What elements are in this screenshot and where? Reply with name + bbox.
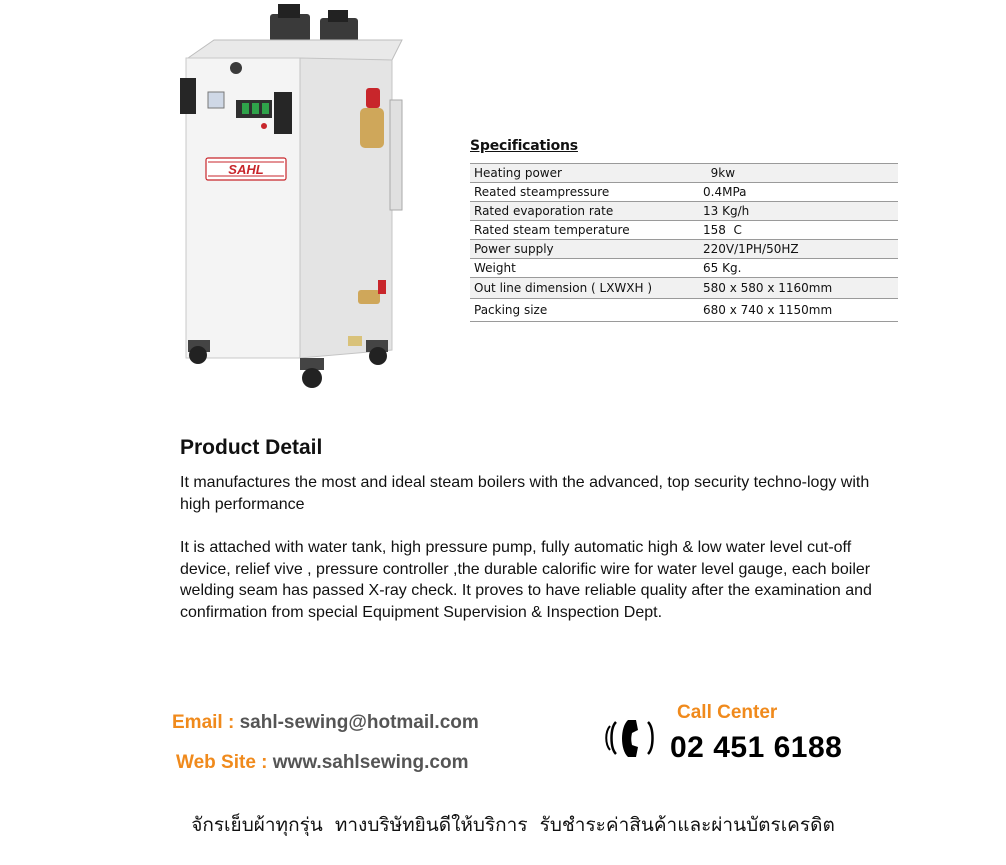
spec-row bbox=[470, 259, 898, 278]
spec-label: Packing size bbox=[470, 299, 699, 322]
specifications-title: Specifications bbox=[470, 138, 578, 154]
spec-label: Heating power bbox=[470, 164, 699, 183]
specifications-section bbox=[470, 138, 900, 322]
spec-value: 580 x 580 x 1160mm bbox=[699, 278, 898, 299]
spec-row bbox=[470, 221, 898, 240]
phone-number[interactable]: 02 451 6188 bbox=[670, 731, 843, 764]
steam-boiler-image bbox=[170, 0, 420, 400]
footer-thai-text bbox=[0, 810, 1006, 840]
spec-value: 158 C bbox=[699, 221, 898, 240]
email-label: Email : bbox=[172, 712, 240, 733]
product-detail-paragraph-2: It is attached with water tank, high pressure pump, fully automatic high & low water level cut-off device, relief vive , pressure controller ,the durable calorific wire for water level gauge, each boiler welding seam has passed X-ray check. It proves to have reliable quality after the examination and confirmation from special Equipment Supervision & Inspection Dept. bbox=[180, 539, 872, 621]
email-link[interactable]: sahl-sewing@hotmail.com bbox=[239, 712, 479, 733]
spec-label: Reated steampressure bbox=[470, 183, 699, 202]
spec-value: 9kw bbox=[699, 164, 898, 183]
spec-value: 220V/1PH/50HZ bbox=[699, 240, 898, 259]
spec-row bbox=[470, 164, 898, 183]
spec-label: Rated steam temperature bbox=[470, 221, 699, 240]
email-line bbox=[172, 712, 479, 734]
spec-row bbox=[470, 240, 898, 259]
call-center-label: Call Center bbox=[677, 702, 778, 723]
spec-value: 13 Kg/h bbox=[699, 202, 898, 221]
website-line bbox=[176, 752, 468, 774]
footer-thai-line: จักรเย็บผ้าทุกรุ่น ทางบริษัทยินดีให้บริการ รับชำระค่าสินค้าและผ่านบัตรเครดิต bbox=[191, 814, 835, 836]
spec-value: 0.4MPa bbox=[699, 183, 898, 202]
spec-row bbox=[470, 202, 898, 221]
product-detail-paragraph-1: It manufactures the most and ideal steam boilers with the advanced, top security techno-logy with high performance bbox=[180, 474, 870, 513]
spec-label: Rated evaporation rate bbox=[470, 202, 699, 221]
website-link[interactable]: www.sahlsewing.com bbox=[272, 752, 469, 773]
product-detail-title: Product Detail bbox=[180, 436, 323, 459]
brand-badge-text: SAHL bbox=[228, 162, 264, 177]
spec-row bbox=[470, 278, 898, 299]
spec-row bbox=[470, 183, 898, 202]
spec-label: Weight bbox=[470, 259, 699, 278]
website-label: Web Site : bbox=[176, 752, 273, 773]
spec-value: 680 x 740 x 1150mm bbox=[699, 299, 898, 322]
spec-label: Out line dimension ( LXWXH ) bbox=[470, 278, 699, 299]
spec-row bbox=[470, 299, 898, 322]
spec-label: Power supply bbox=[470, 240, 699, 259]
phone-handset-icon bbox=[604, 714, 660, 762]
product-detail-section bbox=[180, 436, 880, 623]
spec-value: 65 Kg. bbox=[699, 259, 898, 278]
specifications-table bbox=[470, 163, 898, 322]
